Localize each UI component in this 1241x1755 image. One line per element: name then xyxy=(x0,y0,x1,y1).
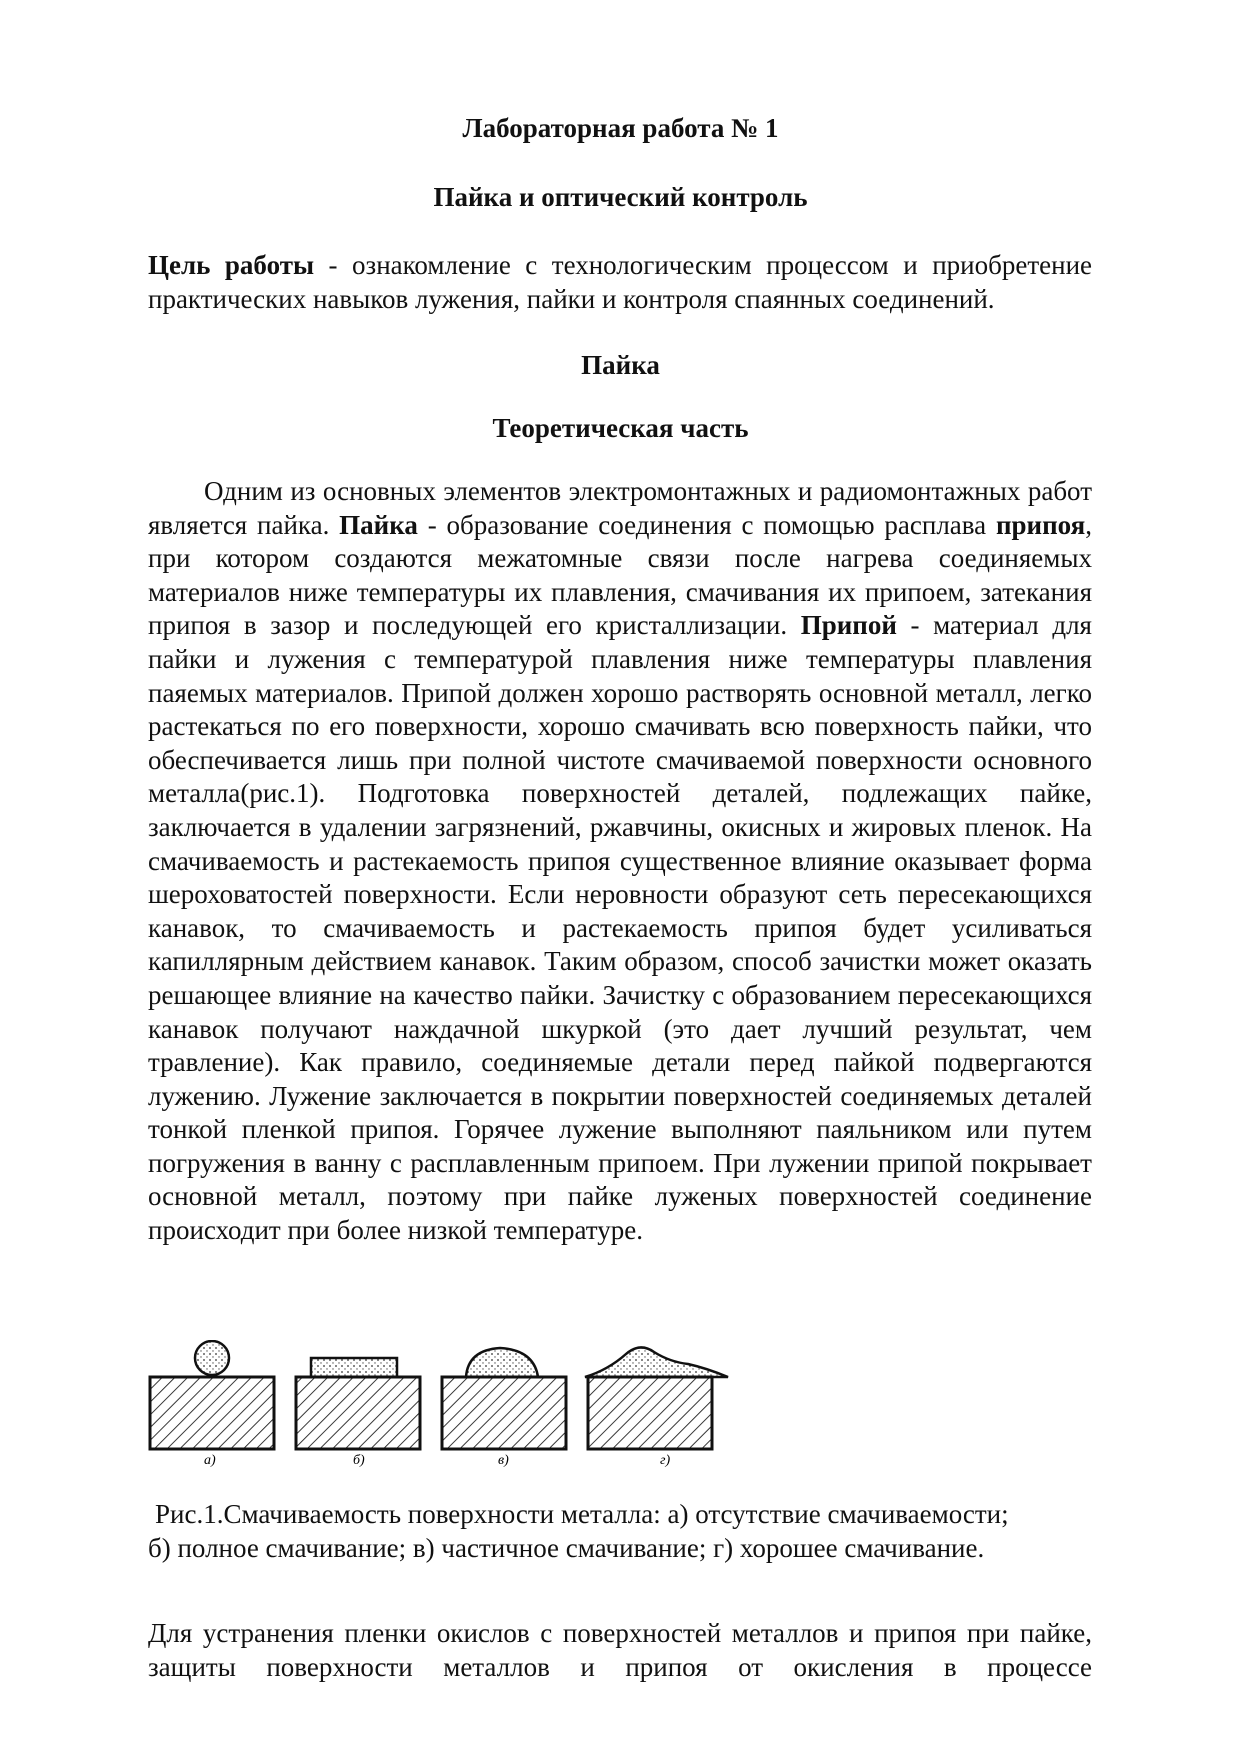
term-payka: Пайка xyxy=(339,509,418,540)
term-pripoy: Припой xyxy=(800,610,897,641)
goal-text: - ознакомление с технологическим процессом и приобретение практических навыков лужения, пайки и контроля спаянных соединений. xyxy=(148,250,1092,314)
subsection-title: Теоретическая часть xyxy=(492,413,749,443)
subtitle: Пайка и оптический контроль xyxy=(433,182,808,212)
body-paragraph xyxy=(148,475,1092,1248)
solder-drop xyxy=(466,1348,538,1377)
figure-caption-line-1: Рис.1.Смачиваемость поверхности металла: а) отсутствие смачиваемости; xyxy=(155,1499,1009,1529)
metal-block xyxy=(588,1377,712,1449)
metal-block xyxy=(150,1377,274,1449)
figure-panel-c xyxy=(442,1348,566,1468)
body-text-3: , при котором создаются межатомные связи после нагрева соединяемых материалов ниже температуры их плавления, смачивания их припоем, затекания припоя в зазор и последующей его кристаллизации. xyxy=(148,509,1092,641)
section-title: Пайка xyxy=(581,350,660,380)
figure-panel-a xyxy=(150,1341,274,1468)
body-text-2: - образование соединения с помощью расплава xyxy=(417,509,996,540)
wetting-figure xyxy=(148,1340,738,1470)
goal-paragraph xyxy=(148,249,1092,316)
body-text-1: Одним из основных элементов электромонтажных и радиомонтажных работ является пайка. xyxy=(148,476,1092,540)
figure-panel-d xyxy=(585,1347,728,1468)
solder-spread xyxy=(585,1347,728,1377)
panel-label: г) xyxy=(660,1453,671,1468)
closing-paragraph: Для устранения пленки окислов с поверхностей металлов и припоя при пайке, защиты поверхности металлов и припоя от окисления в процессе xyxy=(148,1618,1092,1682)
panel-label: а) xyxy=(204,1453,216,1468)
panel-label: б) xyxy=(353,1453,365,1468)
metal-block xyxy=(442,1377,566,1449)
goal-label: Цель работы xyxy=(148,250,315,280)
figure-caption-line-2: б) полное смачивание; в) частичное смачивание; г) хорошее смачивание. xyxy=(148,1533,985,1563)
solder-drop xyxy=(195,1341,229,1375)
solder-layer xyxy=(311,1358,397,1377)
figure-panel-b xyxy=(296,1358,420,1468)
term-pripoya: припоя xyxy=(995,509,1086,540)
panel-label: в) xyxy=(498,1453,509,1468)
metal-block xyxy=(296,1377,420,1449)
body-text-4: - материал для пайки и лужения с температурой плавления ниже температуры плавления паяемых материалов. Припой должен хорошо растворять основной металл, легко растекаться по его поверхности, хорошо смачивать всю поверхность пайки, что обеспечивается лишь при полной чистоте смачиваемой поверхности основного металла(рис.1). Подготовка поверхностей деталей, подлежащих пайке, заключается в удалении загрязнений, ржавчины, окисных и жировых пленок. На смачиваемость и растекаемость припоя существенное влияние оказывает форма шероховатостей поверхности. Если неровности образуют сеть пересекающихся канавок, то смачиваемость и растекаемость припоя будет усиливаться капиллярным действием канавок. Таким образом, способ зачистки может оказать решающее влияние на качество пайки. Зачистку с образованием пересекающихся канавок получают наждачной шкуркой (это дает лучший результат, чем травление). Как правило, соединяемые детали перед пайкой подвергаются лужению. Лужение заключается в покрытии поверхностей соединяемых деталей тонкой пленкой припоя. Горячее лужение выполняют паяльником или путем погружения в ванну с расплавленным припоем. При лужении припой покрывает основной металл, поэтому при пайке луженых поверхностей соединение происходит при более низкой температуре. xyxy=(148,610,1092,1246)
lab-title: Лабораторная работа № 1 xyxy=(462,113,779,143)
